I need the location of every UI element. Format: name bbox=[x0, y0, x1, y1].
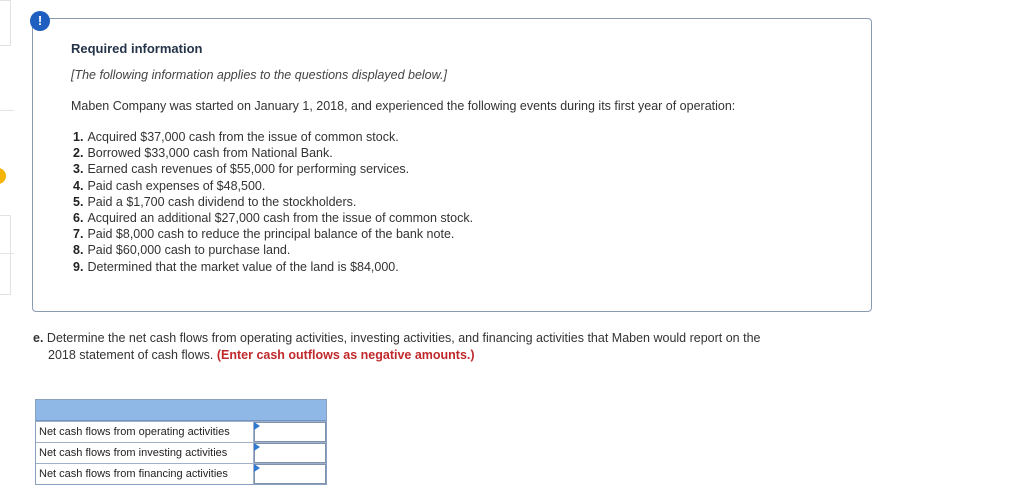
investing-cash-flow-input[interactable] bbox=[254, 443, 326, 463]
alert-icon: ! bbox=[30, 11, 50, 31]
list-item: 5. Paid a $1,700 cash dividend to the stockholders. bbox=[73, 194, 357, 209]
left-panel-tab bbox=[0, 0, 11, 46]
input-marker-icon bbox=[254, 464, 260, 472]
question-line-1 bbox=[33, 330, 883, 347]
question-line-2 bbox=[33, 347, 883, 364]
question-instruction: (Enter cash outflows as negative amounts.) bbox=[216, 348, 475, 362]
status-dot-icon bbox=[0, 168, 6, 184]
table-row bbox=[36, 463, 326, 484]
list-item: 9. Determined that the market value of the land is $84,000. bbox=[73, 259, 399, 274]
row-label-investing: Net cash flows from investing activities bbox=[36, 443, 254, 463]
list-item: 8. Paid $60,000 cash to purchase land. bbox=[73, 243, 291, 258]
info-title: Required information bbox=[71, 41, 203, 56]
input-marker-icon bbox=[254, 422, 260, 430]
list-item: 4. Paid cash expenses of $48,500. bbox=[73, 178, 266, 193]
table-row bbox=[36, 442, 326, 463]
list-item: 6. Acquired an additional $27,000 cash from the issue of common stock. bbox=[73, 211, 474, 226]
question-letter: e. bbox=[33, 331, 44, 345]
question-prompt bbox=[33, 330, 883, 364]
required-information-panel bbox=[32, 18, 872, 312]
input-cell bbox=[254, 422, 326, 442]
operating-cash-flow-input[interactable] bbox=[254, 422, 326, 442]
list-item: 1. Acquired $37,000 cash from the issue of common stock. bbox=[73, 130, 399, 144]
left-edge-divider bbox=[0, 253, 14, 254]
row-label-operating: Net cash flows from operating activities bbox=[36, 422, 254, 442]
question-text-continued: 2018 statement of cash flows. bbox=[48, 348, 214, 362]
table-row bbox=[36, 421, 326, 442]
answer-table bbox=[35, 399, 327, 485]
info-intro: Maben Company was started on January 1, 2018, and experienced the following events during its first year of operation: bbox=[71, 99, 736, 113]
input-marker-icon bbox=[254, 443, 260, 451]
list-item: 2. Borrowed $33,000 cash from National Bank. bbox=[73, 146, 333, 161]
list-item: 7. Paid $8,000 cash to reduce the principal balance of the bank note. bbox=[73, 227, 455, 242]
table-header bbox=[36, 400, 326, 421]
list-item: 3. Earned cash revenues of $55,000 for performing services. bbox=[73, 162, 410, 177]
financing-cash-flow-input[interactable] bbox=[254, 464, 326, 484]
info-note: [The following information applies to the questions displayed below.] bbox=[71, 68, 447, 82]
left-panel-tab bbox=[0, 215, 11, 295]
input-cell bbox=[254, 443, 326, 463]
input-cell bbox=[254, 464, 326, 484]
left-edge-divider bbox=[0, 110, 14, 111]
event-list bbox=[73, 129, 473, 275]
question-text: Determine the net cash flows from operating activities, investing activities, and financing activities that Maben would report on the bbox=[46, 331, 761, 345]
row-label-financing: Net cash flows from financing activities bbox=[36, 464, 254, 484]
